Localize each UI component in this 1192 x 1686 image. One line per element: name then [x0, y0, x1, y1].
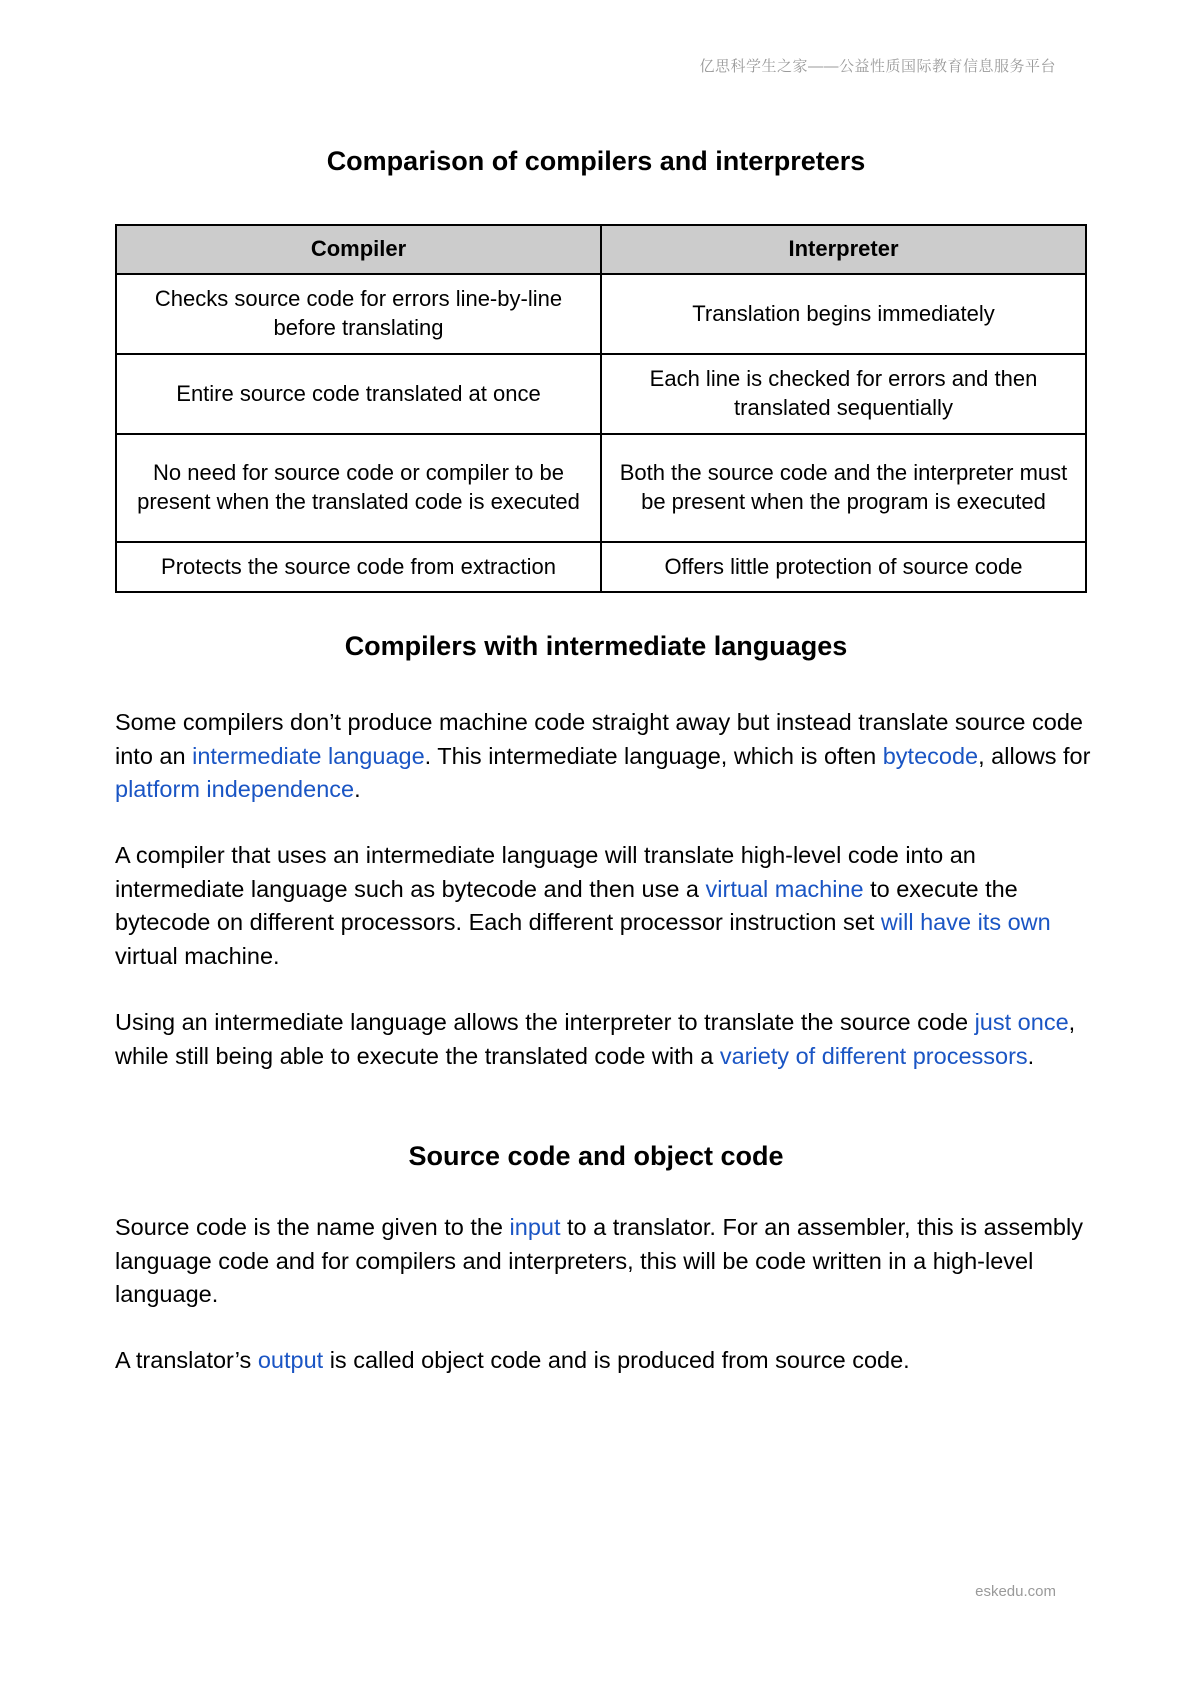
paragraph: [115, 706, 1095, 807]
link-output[interactable]: output: [257, 1347, 324, 1373]
section-title-source-object-code: Source code and object code: [408, 1141, 784, 1171]
paragraph-text: A translator’s: [115, 1347, 258, 1373]
paragraph: [115, 1211, 1095, 1312]
table-row: [116, 274, 1086, 354]
link-bytecode[interactable]: bytecode: [882, 742, 979, 769]
table-cell: Protects the source code from extraction: [116, 542, 601, 592]
link-just-once[interactable]: just once: [974, 1009, 1069, 1035]
section-title-comparison: Comparison of compilers and interpreters: [326, 146, 866, 176]
paragraph-text: to execute the bytecode on different processors. Each different processor instruction set: [115, 875, 1018, 935]
table-row: [116, 542, 1086, 592]
table-cell: Checks source code for errors line-by-line before translating: [116, 274, 601, 354]
table-header-row: [116, 225, 1086, 274]
link-variety-of-processors[interactable]: variety of different processors: [719, 1042, 1028, 1069]
paragraph-text: Some compilers don’t produce machine code straight away but instead translate source code into an: [115, 709, 1083, 769]
column-header-interpreter: Interpreter: [601, 225, 1086, 274]
paragraph: [115, 1344, 1095, 1378]
paragraph-text: . This intermediate language, which is often: [424, 742, 883, 769]
paragraph-text: .: [1027, 1042, 1035, 1069]
footer-watermark: eskedu.com: [975, 1583, 1056, 1600]
table-row: [116, 434, 1086, 542]
column-header-compiler: Compiler: [116, 225, 601, 274]
header-watermark: 亿思科学生之家——公益性质国际教育信息服务平台: [699, 58, 1056, 75]
paragraph: [115, 839, 1095, 973]
table-cell: Offers little protection of source code: [601, 542, 1086, 592]
link-intermediate-language[interactable]: intermediate language: [192, 742, 425, 769]
table-cell: Both the source code and the interpreter must be present when the program is executed: [601, 434, 1086, 542]
paragraph-text: Using an intermediate language allows the interpreter to translate the source code: [115, 1009, 975, 1035]
link-virtual-machine[interactable]: virtual machine: [705, 875, 864, 902]
paragraph-text: Source code is the name given to the: [115, 1214, 510, 1240]
paragraph-text: is called object code and is produced from source code.: [323, 1347, 910, 1373]
paragraph-text: , allows for: [978, 742, 1091, 769]
section-title-intermediate: Compilers with intermediate languages: [344, 631, 848, 661]
table-cell: Entire source code translated at once: [116, 354, 601, 434]
link-platform-independence[interactable]: platform independence: [115, 776, 355, 802]
table-cell: Translation begins immediately: [601, 274, 1086, 354]
link-will-have-its-own[interactable]: will have its own: [880, 909, 1051, 935]
comparison-table: [115, 224, 1087, 593]
paragraph-text: to a translator. For an assembler, this is assembly language code and for compilers and interpreters, this will be code written in a high-level language.: [115, 1214, 1083, 1307]
paragraph-text: , while still being able to execute the translated code with a: [115, 1009, 1076, 1069]
table-cell: No need for source code or compiler to be present when the translated code is executed: [116, 434, 601, 542]
paragraph: [115, 1006, 1095, 1073]
paragraph-text: virtual machine.: [115, 942, 280, 969]
paragraph-text: .: [354, 776, 361, 802]
table-cell: Each line is checked for errors and then translated sequentially: [601, 354, 1086, 434]
paragraph-text: A compiler that uses an intermediate language will translate high-level code into an intermediate language such as bytecode and then use a: [115, 842, 976, 902]
link-input[interactable]: input: [509, 1214, 561, 1240]
table-row: [116, 354, 1086, 434]
